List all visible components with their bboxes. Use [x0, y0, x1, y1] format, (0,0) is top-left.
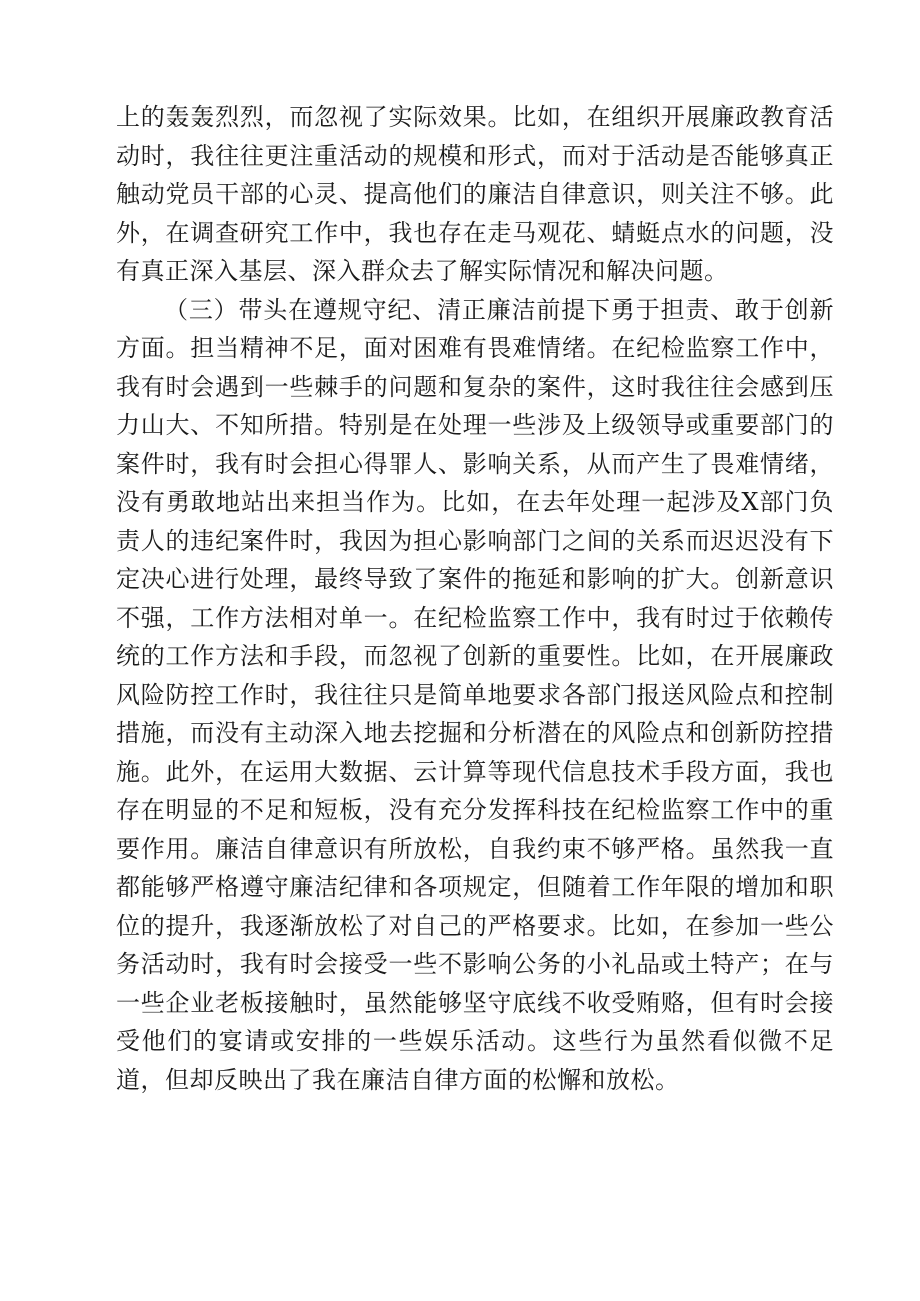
paragraph-section-three: （三）带头在遵规守纪、清正廉洁前提下勇于担责、敢于创新方面。担当精神不足，面对困难有畏难情绪。在纪检监察工作中，我有时会遇到一些棘手的问题和复杂的案件，这时我往往会感到压力山大、不知所措。特别是在处理一些涉及上级领导或重要部门的案件时，我有时会担心得罪人、影响关系，从而产生了畏难情绪，没有勇敢地站出来担当作为。比如，在去年处理一起涉及X部门负责人的违纪案件时，我因为担心影响部门之间的关系而迟迟没有下定决心进行处理，最终导致了案件的拖延和影响的扩大。创新意识不强，工作方法相对单一。在纪检监察工作中，我有时过于依赖传统的工作方法和手段，而忽视了创新的重要性。比如，在开展廉政风险防控工作时，我往往只是简单地要求各部门报送风险点和控制措施，而没有主动深入地去挖掘和分析潜在的风险点和创新防控措施。此外，在运用大数据、云计算等现代信息技术手段方面，我也存在明显的不足和短板，没有充分发挥科技在纪检监察工作中的重要作用。廉洁自律意识有所放松，自我约束不够严格。虽然我一直都能够严格遵守廉洁纪律和各项规定，但随着工作年限的增加和职位的提升，我逐渐放松了对自己的严格要求。比如，在参加一些公务活动时，我有时会接受一些不影响公务的小礼品或土特产；在与一些企业老板接触时，虽然能够坚守底线不收受贿赂，但有时会接受他们的宴请或安排的一些娱乐活动。这些行为虽然看似微不足道，但却反映出了我在廉洁自律方面的松懈和放松。: [116, 295, 834, 1094]
paragraph-continuation: 上的轰轰烈烈，而忽视了实际效果。比如，在组织开展廉政教育活动时，我往往更注重活动的规模和形式，而对于活动是否能够真正触动党员干部的心灵、提高他们的廉洁自律意识，则关注不够。此外，在调查研究工作中，我也存在走马观花、蜻蜓点水的问题，没有真正深入基层、深入群众去了解实际情况和解决问题。: [116, 103, 834, 285]
document-page: [116, 98, 834, 1099]
